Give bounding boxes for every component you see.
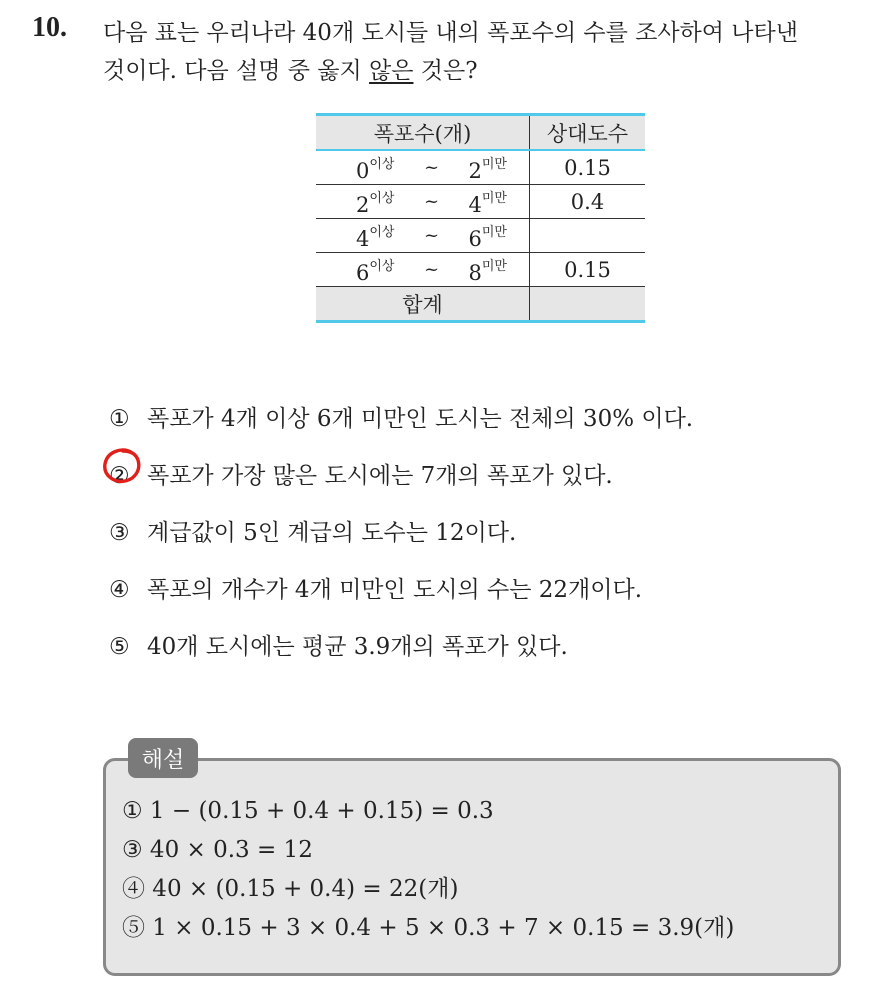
interval-to: 6 (468, 226, 482, 251)
option-2[interactable] (109, 447, 693, 504)
header-waterfall-count: 폭포수(개) (316, 115, 530, 151)
interval-to: 8 (468, 260, 482, 285)
class-interval (316, 185, 530, 219)
header-relative-frequency: 상대도수 (530, 115, 646, 151)
option-4[interactable] (109, 561, 693, 618)
question-line-2-b: 것은? (413, 58, 478, 84)
option-marker: ⑤ (109, 633, 130, 660)
interval-from-suffix: 이상 (369, 258, 395, 274)
interval-from: 4 (356, 226, 370, 251)
solution-line: ⑤ 1 × 0.15 + 3 × 0.4 + 5 × 0.3 + 7 × 0.15 = 3.9(개) (122, 915, 735, 941)
interval-from: 2 (356, 192, 370, 217)
relative-frequency-cell: 0.4 (530, 185, 646, 219)
question-text (103, 14, 863, 90)
relative-frequency-cell (530, 219, 646, 253)
answer-options (109, 390, 693, 675)
interval-from-suffix: 이상 (369, 190, 395, 206)
total-value (530, 287, 646, 322)
question-underlined-word: 않은 (369, 58, 414, 84)
total-label: 합계 (316, 287, 530, 322)
table-row (316, 219, 645, 253)
option-marker: ④ (109, 576, 130, 603)
interval-to: 4 (468, 192, 482, 217)
solution-line: ④ 40 × (0.15 + 0.4) = 22(개) (122, 876, 459, 902)
interval-tilde: ~ (423, 157, 440, 178)
option-marker: ① (109, 405, 130, 432)
interval-tilde: ~ (423, 225, 440, 246)
option-5[interactable] (109, 618, 693, 675)
interval-from-suffix: 이상 (369, 156, 395, 172)
class-interval (316, 253, 530, 287)
question-number: 10. (32, 12, 67, 43)
option-marker: ③ (109, 519, 130, 546)
interval-tilde: ~ (423, 259, 440, 280)
table-total-row (316, 287, 645, 322)
option-text: 계급값이 5인 계급의 도수는 12이다. (147, 519, 517, 546)
relative-frequency-cell: 0.15 (530, 150, 646, 185)
option-text: 40개 도시에는 평균 3.9개의 폭포가 있다. (147, 633, 568, 660)
interval-to-suffix: 미만 (481, 258, 507, 274)
option-1[interactable] (109, 390, 693, 447)
interval-from-suffix: 이상 (369, 224, 395, 240)
table-row (316, 150, 645, 185)
interval-to-suffix: 미만 (481, 156, 507, 172)
interval-to: 2 (468, 158, 482, 183)
question-line-1: 다음 표는 우리나라 40개 도시들 내의 폭포수의 수를 조사하여 나타낸 (103, 20, 798, 46)
class-interval (316, 150, 530, 185)
question-line-2 (103, 52, 863, 90)
answer-circle-icon (101, 446, 145, 486)
option-text: 폭포가 4개 이상 6개 미만인 도시는 전체의 30% 이다. (147, 405, 694, 432)
interval-to-suffix: 미만 (481, 190, 507, 206)
option-text: 폭포의 개수가 4개 미만인 도시의 수는 22개이다. (147, 576, 643, 603)
option-marker: ② (109, 462, 130, 489)
option-text: 폭포가 가장 많은 도시에는 7개의 폭포가 있다. (147, 462, 613, 489)
solution-line: ① 1 − (0.15 + 0.4 + 0.15) = 0.3 (122, 798, 494, 824)
question-line-2-a: 것이다. 다음 설명 중 옳지 (103, 58, 370, 84)
table-header-row (316, 115, 645, 151)
option-3[interactable] (109, 504, 693, 561)
frequency-table (316, 113, 645, 323)
interval-from: 6 (356, 260, 370, 285)
relative-frequency-cell: 0.15 (530, 253, 646, 287)
class-interval (316, 219, 530, 253)
solution-lines (122, 792, 734, 948)
interval-from: 0 (356, 158, 370, 183)
interval-to-suffix: 미만 (481, 224, 507, 240)
solution-tag: 해설 (128, 738, 198, 778)
solution-line: ③ 40 × 0.3 = 12 (122, 837, 313, 863)
table-row (316, 185, 645, 219)
table-row (316, 253, 645, 287)
interval-tilde: ~ (423, 191, 440, 212)
